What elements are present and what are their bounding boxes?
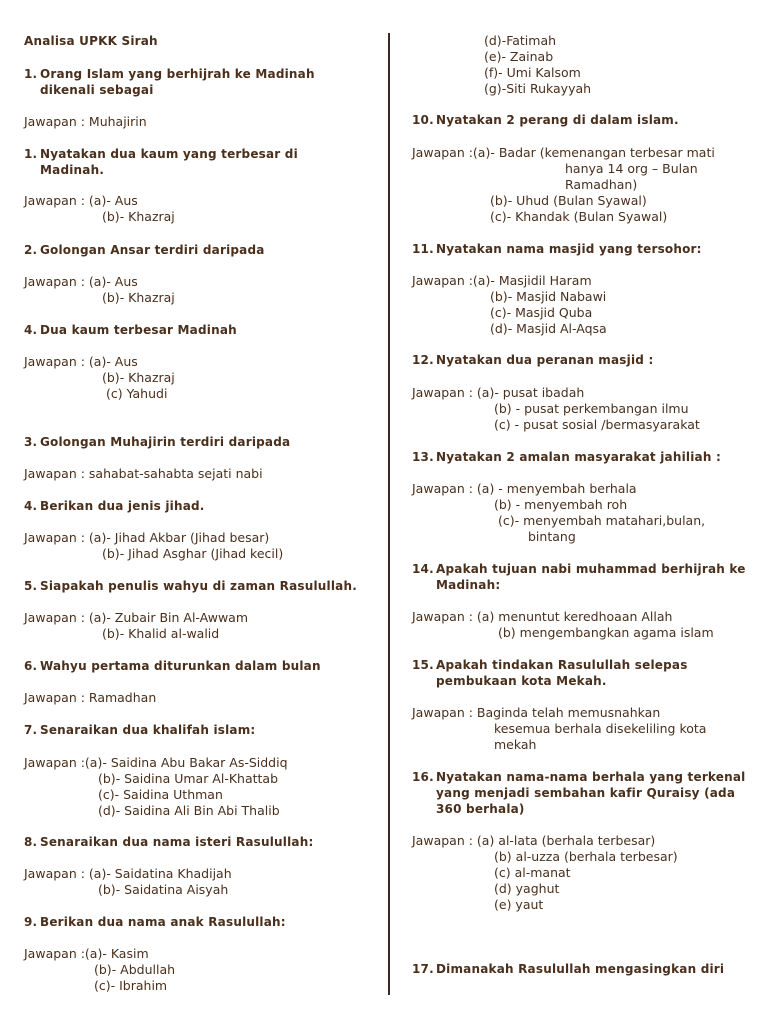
question-number: 17. bbox=[412, 962, 434, 976]
answer-text: Jawapan : (a) al-lata (berhala terbesar) bbox=[412, 833, 656, 848]
answer-text: Jawapan :(a)- Badar (kemenangan terbesar mati bbox=[412, 145, 715, 160]
question-number: 4. bbox=[24, 323, 38, 337]
answer-text: (e)- Zainab bbox=[484, 49, 554, 64]
answer-text: Jawapan : Muhajirin bbox=[24, 114, 147, 129]
answer-text: Jawapan :(a)- Saidina Abu Bakar As-Siddiq bbox=[24, 755, 288, 770]
answer-text: Jawapan : Ramadhan bbox=[24, 690, 157, 705]
question-text: dikenali sebagai bbox=[40, 83, 154, 97]
answer-text: mekah bbox=[494, 737, 537, 752]
question-number: 16. bbox=[412, 770, 434, 784]
answer-text: (f)- Umi Kalsom bbox=[484, 65, 581, 80]
answer-text: kesemua berhala disekeliling kota bbox=[494, 721, 707, 736]
question-text: pembukaan kota Mekah. bbox=[436, 674, 607, 688]
answer-text: Jawapan : (a)- Aus bbox=[24, 193, 138, 208]
question-text: Dimanakah Rasulullah mengasingkan diri bbox=[436, 962, 725, 976]
answer-text: (b)- Uhud (Bulan Syawal) bbox=[490, 193, 647, 208]
answer-text: Ramadhan) bbox=[565, 177, 638, 192]
answer-text: Jawapan : (a)- Saidatina Khadijah bbox=[24, 866, 232, 881]
question-text: Senaraikan dua nama isteri Rasulullah: bbox=[40, 835, 314, 849]
question-number: 14. bbox=[412, 562, 434, 576]
question-number: 5. bbox=[24, 579, 38, 593]
answer-text: (c) - pusat sosial /bermasyarakat bbox=[494, 417, 700, 432]
question-number: 1. bbox=[24, 67, 38, 81]
question-text: Wahyu pertama diturunkan dalam bulan bbox=[40, 659, 321, 673]
question-text: Nyatakan dua kaum yang terbesar di bbox=[40, 147, 298, 161]
answer-text: (b) al-uzza (berhala terbesar) bbox=[494, 849, 678, 864]
answer-text: Jawapan : (a)- Aus bbox=[24, 354, 138, 369]
answer-text: (b) - pusat perkembangan ilmu bbox=[494, 401, 689, 416]
question-text: Nyatakan nama masjid yang tersohor: bbox=[436, 242, 702, 256]
answer-text: (g)-Siti Rukayyah bbox=[484, 81, 592, 96]
column-divider bbox=[388, 33, 390, 995]
answer-text: hanya 14 org – Bulan bbox=[565, 161, 698, 176]
question-text: Nyatakan 2 perang di dalam islam. bbox=[436, 113, 679, 127]
question-text: Orang Islam yang berhijrah ke Madinah bbox=[40, 67, 315, 81]
answer-text: (b)- Jihad Asghar (Jihad kecil) bbox=[102, 546, 284, 561]
question-number: 7. bbox=[24, 723, 38, 737]
question-number: 1. bbox=[24, 147, 38, 161]
question-text: Siapakah penulis wahyu di zaman Rasulullah. bbox=[40, 579, 357, 593]
question-text: Nyatakan dua peranan masjid : bbox=[436, 353, 654, 367]
question-number: 10. bbox=[412, 113, 434, 127]
question-text: 360 berhala) bbox=[436, 802, 525, 816]
question-number: 3. bbox=[24, 435, 38, 449]
answer-text: (c)- Khandak (Bulan Syawal) bbox=[490, 209, 668, 224]
question-text: Golongan Muhajirin terdiri daripada bbox=[40, 435, 291, 449]
answer-text: Jawapan : (a) - menyembah berhala bbox=[412, 481, 637, 496]
question-number: 11. bbox=[412, 242, 434, 256]
question-text: Nyatakan nama-nama berhala yang terkenal bbox=[436, 770, 746, 784]
answer-text: (b)- Saidatina Aisyah bbox=[98, 882, 229, 897]
answer-text: (d)- Saidina Ali Bin Abi Thalib bbox=[98, 803, 280, 818]
question-text: Madinah: bbox=[436, 578, 501, 592]
answer-text: Jawapan :(a)- Kasim bbox=[24, 946, 149, 961]
answer-text: (b)- Khazraj bbox=[102, 209, 175, 224]
answer-text: (b)- Saidina Umar Al-Khattab bbox=[98, 771, 279, 786]
question-text: Berikan dua jenis jihad. bbox=[40, 499, 205, 513]
question-number: 12. bbox=[412, 353, 434, 367]
answer-text: (b)- Khalid al-walid bbox=[102, 626, 220, 641]
question-text: Golongan Ansar terdiri daripada bbox=[40, 243, 265, 257]
question-text: yang menjadi sembahan kafir Quraisy (ada bbox=[436, 786, 736, 800]
answer-text: Jawapan : (a)- Aus bbox=[24, 274, 138, 289]
question-number: 8. bbox=[24, 835, 38, 849]
question-text: Apakah tujuan nabi muhammad berhijrah ke bbox=[436, 562, 746, 576]
question-text: Nyatakan 2 amalan masyarakat jahiliah : bbox=[436, 450, 721, 464]
answer-text: (c)- Masjid Quba bbox=[490, 305, 593, 320]
question-number: 2. bbox=[24, 243, 38, 257]
answer-text: Jawapan : (a)- Zubair Bin Al-Awwam bbox=[24, 610, 248, 625]
answer-text: (c) Yahudi bbox=[106, 386, 168, 401]
answer-text: Jawapan :(a)- Masjidil Haram bbox=[412, 273, 592, 288]
answer-text: (c)- Ibrahim bbox=[94, 978, 168, 993]
question-number: 9. bbox=[24, 915, 38, 929]
answer-text: (d) yaghut bbox=[494, 881, 560, 896]
document-title: Analisa UPKK Sirah bbox=[24, 34, 158, 48]
answer-text: (b)- Masjid Nabawi bbox=[490, 289, 607, 304]
question-text: Berikan dua nama anak Rasulullah: bbox=[40, 915, 286, 929]
answer-text: bintang bbox=[528, 529, 576, 544]
answer-text: (b)- Khazraj bbox=[102, 290, 175, 305]
question-text: Senaraikan dua khalifah islam: bbox=[40, 723, 256, 737]
question-number: 15. bbox=[412, 658, 434, 672]
answer-text: (b) - menyembah roh bbox=[494, 497, 628, 512]
answer-text: (b) mengembangkan agama islam bbox=[498, 625, 714, 640]
question-number: 13. bbox=[412, 450, 434, 464]
answer-text: (d)- Masjid Al-Aqsa bbox=[490, 321, 607, 336]
answer-text: (c) al-manat bbox=[494, 865, 571, 880]
answer-text: (b)- Abdullah bbox=[94, 962, 176, 977]
question-number: 6. bbox=[24, 659, 38, 673]
answer-text: Jawapan : (a)- pusat ibadah bbox=[412, 385, 585, 400]
answer-text: Jawapan : Baginda telah memusnahkan bbox=[412, 705, 661, 720]
question-text: Madinah. bbox=[40, 163, 105, 177]
question-text: Dua kaum terbesar Madinah bbox=[40, 323, 237, 337]
question-number: 4. bbox=[24, 499, 38, 513]
question-text: Apakah tindakan Rasulullah selepas bbox=[436, 658, 688, 672]
answer-text: (b)- Khazraj bbox=[102, 370, 175, 385]
answer-text: (d)-Fatimah bbox=[484, 33, 557, 48]
answer-text: (e) yaut bbox=[494, 897, 544, 912]
answer-text: Jawapan : (a) menuntut keredhoaan Allah bbox=[412, 609, 673, 624]
answer-text: Jawapan : sahabat-sahabta sejati nabi bbox=[24, 466, 263, 481]
answer-text: Jawapan : (a)- Jihad Akbar (Jihad besar) bbox=[24, 530, 270, 545]
answer-text: (c)- menyembah matahari,bulan, bbox=[498, 513, 706, 528]
answer-text: (c)- Saidina Uthman bbox=[98, 787, 223, 802]
